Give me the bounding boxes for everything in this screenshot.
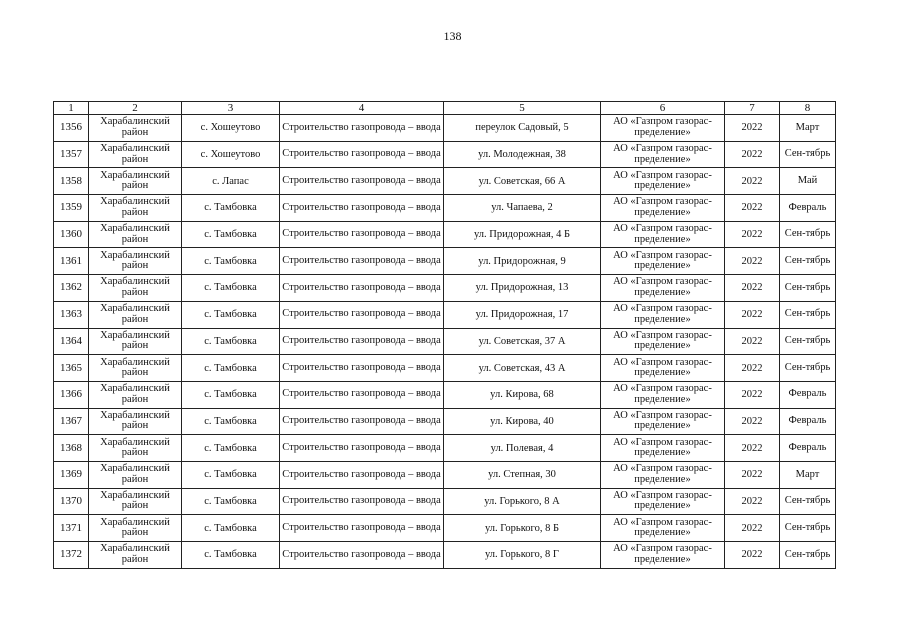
table-row — [54, 195, 836, 222]
table-row — [54, 248, 836, 275]
month-cell: Март — [780, 115, 836, 142]
row-number: 1359 — [54, 195, 89, 222]
object-cell: Строительство газопровода – ввода — [280, 461, 444, 488]
table-row — [54, 115, 836, 142]
settlement-cell: с. Тамбовка — [182, 301, 280, 328]
settlement-cell: с. Тамбовка — [182, 461, 280, 488]
year-cell: 2022 — [725, 168, 780, 195]
district-cell: Харабалинский район — [89, 301, 182, 328]
address-cell: ул. Придорожная, 13 — [444, 275, 601, 302]
owner-cell: АО «Газпром газорас-пределение» — [601, 461, 725, 488]
month-cell: Сен-тябрь — [780, 301, 836, 328]
owner-cell: АО «Газпром газорас-пределение» — [601, 115, 725, 142]
settlement-cell: с. Тамбовка — [182, 381, 280, 408]
month-cell: Февраль — [780, 195, 836, 222]
year-cell: 2022 — [725, 435, 780, 462]
owner-cell: АО «Газпром газорас-пределение» — [601, 488, 725, 515]
row-number: 1361 — [54, 248, 89, 275]
table-row — [54, 301, 836, 328]
owner-cell: АО «Газпром газорас-пределение» — [601, 248, 725, 275]
address-cell: ул. Придорожная, 4 Б — [444, 221, 601, 248]
year-cell: 2022 — [725, 355, 780, 382]
district-cell: Харабалинский район — [89, 435, 182, 462]
year-cell: 2022 — [725, 328, 780, 355]
address-cell: ул. Полевая, 4 — [444, 435, 601, 462]
address-cell: ул. Чапаева, 2 — [444, 195, 601, 222]
district-cell: Харабалинский район — [89, 248, 182, 275]
page-number: 138 — [443, 29, 462, 43]
month-cell: Сен-тябрь — [780, 248, 836, 275]
address-cell: ул. Горького, 8 А — [444, 488, 601, 515]
address-cell: ул. Молодежная, 38 — [444, 141, 601, 168]
row-number: 1369 — [54, 461, 89, 488]
month-cell: Сен-тябрь — [780, 355, 836, 382]
owner-cell: АО «Газпром газорас-пределение» — [601, 355, 725, 382]
object-cell: Строительство газопровода – ввода — [280, 408, 444, 435]
settlement-cell: с. Тамбовка — [182, 275, 280, 302]
row-number: 1366 — [54, 381, 89, 408]
owner-cell: АО «Газпром газорас-пределение» — [601, 435, 725, 462]
row-number: 1365 — [54, 355, 89, 382]
row-number: 1362 — [54, 275, 89, 302]
address-cell: ул. Кирова, 40 — [444, 408, 601, 435]
settlement-cell: с. Хошеутово — [182, 115, 280, 142]
district-cell: Харабалинский район — [89, 461, 182, 488]
table-row — [54, 328, 836, 355]
district-cell: Харабалинский район — [89, 381, 182, 408]
object-cell: Строительство газопровода – ввода — [280, 115, 444, 142]
settlement-cell: с. Тамбовка — [182, 488, 280, 515]
table-row — [54, 488, 836, 515]
month-cell: Сен-тябрь — [780, 275, 836, 302]
owner-cell: АО «Газпром газорас-пределение» — [601, 221, 725, 248]
table-row — [54, 221, 836, 248]
year-cell: 2022 — [725, 195, 780, 222]
object-cell: Строительство газопровода – ввода — [280, 355, 444, 382]
address-cell: ул. Придорожная, 9 — [444, 248, 601, 275]
settlement-cell: с. Тамбовка — [182, 542, 280, 569]
district-cell: Харабалинский район — [89, 275, 182, 302]
object-cell: Строительство газопровода – ввода — [280, 515, 444, 542]
month-cell: Сен-тябрь — [780, 221, 836, 248]
row-number: 1372 — [54, 542, 89, 569]
address-cell: ул. Советская, 43 А — [444, 355, 601, 382]
row-number: 1371 — [54, 515, 89, 542]
header-col-8: 8 — [780, 102, 836, 115]
year-cell: 2022 — [725, 515, 780, 542]
owner-cell: АО «Газпром газорас-пределение» — [601, 328, 725, 355]
header-col-2: 2 — [89, 102, 182, 115]
object-cell: Строительство газопровода – ввода — [280, 301, 444, 328]
month-cell: Сен-тябрь — [780, 542, 836, 569]
district-cell: Харабалинский район — [89, 115, 182, 142]
object-cell: Строительство газопровода – ввода — [280, 488, 444, 515]
month-cell: Сен-тябрь — [780, 328, 836, 355]
table-row — [54, 435, 836, 462]
year-cell: 2022 — [725, 141, 780, 168]
row-number: 1356 — [54, 115, 89, 142]
owner-cell: АО «Газпром газорас-пределение» — [601, 515, 725, 542]
year-cell: 2022 — [725, 542, 780, 569]
settlement-cell: с. Хошеутово — [182, 141, 280, 168]
year-cell: 2022 — [725, 115, 780, 142]
object-cell: Строительство газопровода – ввода — [280, 141, 444, 168]
table-body — [54, 102, 836, 569]
district-cell: Харабалинский район — [89, 221, 182, 248]
row-number: 1368 — [54, 435, 89, 462]
month-cell: Февраль — [780, 435, 836, 462]
owner-cell: АО «Газпром газорас-пределение» — [601, 408, 725, 435]
year-cell: 2022 — [725, 275, 780, 302]
settlement-cell: с. Тамбовка — [182, 328, 280, 355]
year-cell: 2022 — [725, 461, 780, 488]
row-number: 1358 — [54, 168, 89, 195]
object-cell: Строительство газопровода – ввода — [280, 542, 444, 569]
object-cell: Строительство газопровода – ввода — [280, 328, 444, 355]
table-row — [54, 542, 836, 569]
settlement-cell: с. Тамбовка — [182, 355, 280, 382]
year-cell: 2022 — [725, 248, 780, 275]
settlement-cell: с. Тамбовка — [182, 435, 280, 462]
month-cell: Сен-тябрь — [780, 141, 836, 168]
month-cell: Сен-тябрь — [780, 488, 836, 515]
table-row — [54, 355, 836, 382]
header-col-6: 6 — [601, 102, 725, 115]
gas-pipeline-table — [53, 101, 836, 569]
row-number: 1370 — [54, 488, 89, 515]
settlement-cell: с. Тамбовка — [182, 221, 280, 248]
district-cell: Харабалинский район — [89, 542, 182, 569]
object-cell: Строительство газопровода – ввода — [280, 248, 444, 275]
object-cell: Строительство газопровода – ввода — [280, 435, 444, 462]
header-col-1: 1 — [54, 102, 89, 115]
district-cell: Харабалинский район — [89, 168, 182, 195]
address-cell: ул. Степная, 30 — [444, 461, 601, 488]
owner-cell: АО «Газпром газорас-пределение» — [601, 168, 725, 195]
header-col-7: 7 — [725, 102, 780, 115]
settlement-cell: с. Тамбовка — [182, 515, 280, 542]
district-cell: Харабалинский район — [89, 195, 182, 222]
address-cell: ул. Придорожная, 17 — [444, 301, 601, 328]
year-cell: 2022 — [725, 381, 780, 408]
header-col-5: 5 — [444, 102, 601, 115]
table-row — [54, 168, 836, 195]
district-cell: Харабалинский район — [89, 355, 182, 382]
row-number: 1364 — [54, 328, 89, 355]
table-row — [54, 381, 836, 408]
row-number: 1363 — [54, 301, 89, 328]
table-row — [54, 461, 836, 488]
table-row — [54, 275, 836, 302]
month-cell: Февраль — [780, 381, 836, 408]
header-col-4: 4 — [280, 102, 444, 115]
owner-cell: АО «Газпром газорас-пределение» — [601, 195, 725, 222]
owner-cell: АО «Газпром газорас-пределение» — [601, 381, 725, 408]
owner-cell: АО «Газпром газорас-пределение» — [601, 301, 725, 328]
year-cell: 2022 — [725, 488, 780, 515]
address-cell: ул. Кирова, 68 — [444, 381, 601, 408]
district-cell: Харабалинский район — [89, 488, 182, 515]
object-cell: Строительство газопровода – ввода — [280, 168, 444, 195]
owner-cell: АО «Газпром газорас-пределение» — [601, 275, 725, 302]
owner-cell: АО «Газпром газорас-пределение» — [601, 141, 725, 168]
month-cell: Май — [780, 168, 836, 195]
address-cell: ул. Советская, 66 А — [444, 168, 601, 195]
table-row — [54, 515, 836, 542]
row-number: 1360 — [54, 221, 89, 248]
header-col-3: 3 — [182, 102, 280, 115]
address-cell: ул. Горького, 8 Г — [444, 542, 601, 569]
year-cell: 2022 — [725, 408, 780, 435]
district-cell: Харабалинский район — [89, 141, 182, 168]
settlement-cell: с. Тамбовка — [182, 195, 280, 222]
address-cell: ул. Советская, 37 А — [444, 328, 601, 355]
object-cell: Строительство газопровода – ввода — [280, 275, 444, 302]
settlement-cell: с. Тамбовка — [182, 408, 280, 435]
object-cell: Строительство газопровода – ввода — [280, 221, 444, 248]
row-number: 1357 — [54, 141, 89, 168]
month-cell: Сен-тябрь — [780, 515, 836, 542]
table-row — [54, 408, 836, 435]
district-cell: Харабалинский район — [89, 408, 182, 435]
settlement-cell: с. Лапас — [182, 168, 280, 195]
district-cell: Харабалинский район — [89, 515, 182, 542]
year-cell: 2022 — [725, 301, 780, 328]
month-cell: Март — [780, 461, 836, 488]
year-cell: 2022 — [725, 221, 780, 248]
table-header-row — [54, 102, 836, 115]
month-cell: Февраль — [780, 408, 836, 435]
table-row — [54, 141, 836, 168]
address-cell: ул. Горького, 8 Б — [444, 515, 601, 542]
object-cell: Строительство газопровода – ввода — [280, 381, 444, 408]
district-cell: Харабалинский район — [89, 328, 182, 355]
owner-cell: АО «Газпром газорас-пределение» — [601, 542, 725, 569]
settlement-cell: с. Тамбовка — [182, 248, 280, 275]
row-number: 1367 — [54, 408, 89, 435]
address-cell: переулок Садовый, 5 — [444, 115, 601, 142]
object-cell: Строительство газопровода – ввода — [280, 195, 444, 222]
